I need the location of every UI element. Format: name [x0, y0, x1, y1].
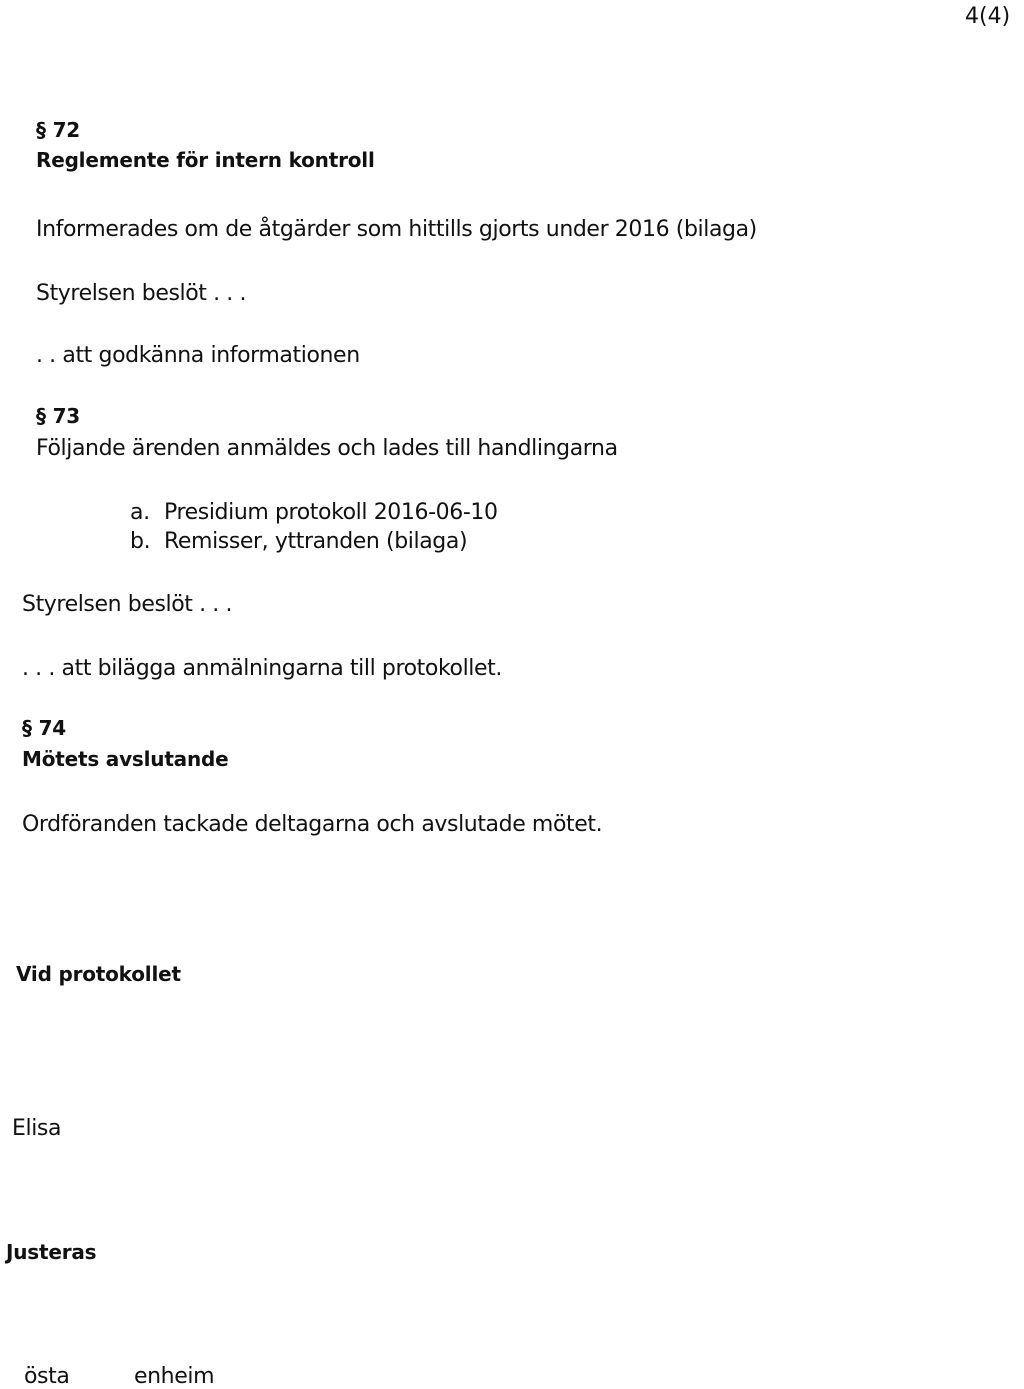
list-marker: a.	[130, 500, 150, 525]
recorder-heading: Vid protokollet	[16, 962, 181, 986]
section-number: § 74	[22, 716, 66, 740]
adjuster-name-part1: östa	[24, 1364, 70, 1389]
section-body: Ordföranden tackade deltagarna och avslutade mötet.	[22, 812, 603, 837]
section-title: Reglemente för intern kontroll	[36, 148, 375, 172]
section-body: Informerades om de åtgärder som hittills gjorts under 2016 (bilaga)	[36, 217, 757, 242]
list-item-text: Presidium protokoll 2016-06-10	[164, 500, 498, 525]
list-item	[130, 502, 498, 524]
list-item-text: Remisser, yttranden (bilaga)	[164, 529, 468, 554]
decision-text: . . . att bilägga anmälningarna till protokollet.	[22, 656, 502, 681]
recorder-name: Elisa	[12, 1116, 62, 1141]
section-number: § 72	[36, 118, 80, 142]
page-number: 4(4)	[965, 4, 1011, 29]
section-title: Följande ärenden anmäldes och lades till handlingarna	[36, 436, 618, 461]
section-title: Mötets avslutande	[22, 747, 229, 771]
list-marker: b.	[130, 529, 151, 554]
section-number: § 73	[36, 404, 80, 428]
decision-intro: Styrelsen beslöt . . .	[36, 281, 247, 306]
adjuster-heading: Justeras	[6, 1240, 97, 1264]
decision-intro: Styrelsen beslöt . . .	[22, 592, 233, 617]
decision-text: . . att godkänna informationen	[36, 343, 360, 368]
list-item	[130, 531, 467, 553]
adjuster-name-part2: enheim	[134, 1364, 215, 1389]
